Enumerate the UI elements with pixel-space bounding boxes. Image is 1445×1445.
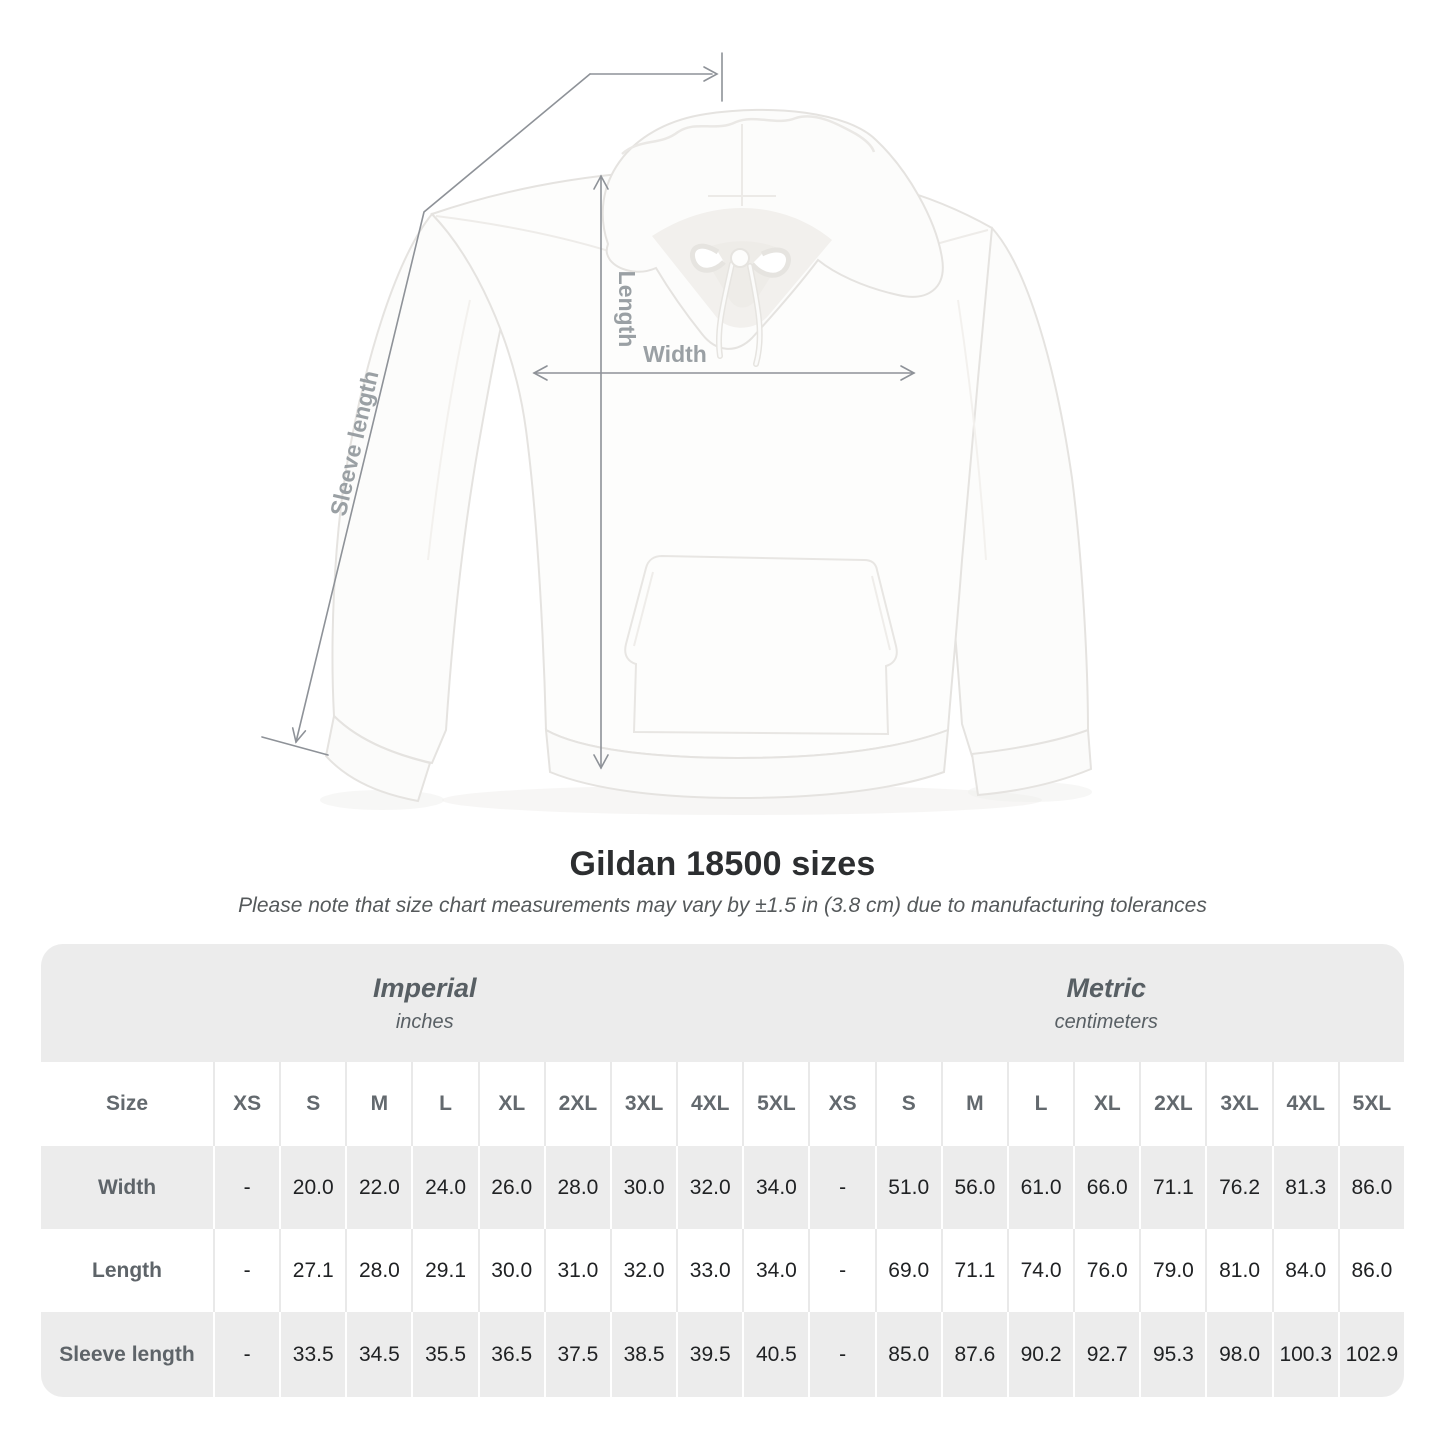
value-cell: 69.0 [875, 1229, 941, 1312]
drawstring-knot [731, 249, 749, 267]
width-label: Width [643, 341, 707, 367]
value-cell: 100.3 [1272, 1312, 1338, 1397]
value-cell: - [808, 1312, 874, 1397]
value-cell: - [808, 1229, 874, 1312]
hoodie-illustration [326, 110, 1091, 801]
size-header-cell: 2XL [1139, 1062, 1205, 1146]
kangaroo-pocket [625, 556, 897, 734]
value-cell: 71.1 [941, 1229, 1007, 1312]
value-cell: 37.5 [544, 1312, 610, 1397]
size-header-cell: 2XL [544, 1062, 610, 1146]
value-cell: 79.0 [1139, 1229, 1205, 1312]
value-cell: 56.0 [941, 1146, 1007, 1229]
sleeve-length-label: Sleeve length [324, 368, 384, 519]
left-sleeve [333, 214, 509, 763]
value-cell: 33.5 [279, 1312, 345, 1397]
value-cell: - [213, 1146, 279, 1229]
value-cell: 95.3 [1139, 1312, 1205, 1397]
value-cell: 26.0 [478, 1146, 544, 1229]
metric-section-header [809, 944, 1405, 1062]
imperial-subtitle: inches [395, 1010, 454, 1033]
value-cell: 27.1 [279, 1229, 345, 1312]
size-col-header: Size [105, 1092, 149, 1115]
size-header-cell: 4XL [676, 1062, 742, 1146]
value-cell: 74.0 [1007, 1229, 1073, 1312]
size-header-row [41, 1062, 1404, 1146]
size-header-cell: 3XL [610, 1062, 676, 1146]
size-header-cell: M [941, 1062, 1007, 1146]
size-header-cell: S [875, 1062, 941, 1146]
value-cell: 36.5 [478, 1312, 544, 1397]
value-cell: 85.0 [875, 1312, 941, 1397]
size-header-cell: 3XL [1205, 1062, 1271, 1146]
value-cell: 98.0 [1205, 1312, 1271, 1397]
page-title: Gildan 18500 sizes [569, 845, 876, 883]
unit-band-row [41, 944, 1404, 1062]
table-row-sleeve-length [41, 1312, 1404, 1397]
value-cell: 84.0 [1272, 1229, 1338, 1312]
value-cell: 28.0 [544, 1146, 610, 1229]
value-cell: 40.5 [742, 1312, 808, 1397]
value-cell: 28.0 [345, 1229, 411, 1312]
value-cell: 30.0 [610, 1146, 676, 1229]
value-cell: 32.0 [676, 1146, 742, 1229]
size-table [41, 944, 1404, 1397]
row-label: Sleeve length [59, 1342, 195, 1366]
size-header-cell: M [345, 1062, 411, 1146]
size-header-cell: XL [1073, 1062, 1139, 1146]
value-cell: 61.0 [1007, 1146, 1073, 1229]
value-cell: - [808, 1146, 874, 1229]
length-label: Length [614, 270, 640, 348]
value-cell: - [213, 1229, 279, 1312]
value-cell: 32.0 [610, 1229, 676, 1312]
size-header-cell: XL [478, 1062, 544, 1146]
value-cell: 86.0 [1338, 1146, 1404, 1229]
size-header-cell: 5XL [1338, 1062, 1404, 1146]
value-cell: 34.5 [345, 1312, 411, 1397]
value-cell: 81.3 [1272, 1146, 1338, 1229]
size-header-cell: XS [808, 1062, 874, 1146]
metric-title: Metric [1066, 972, 1147, 1003]
size-header-cell: L [411, 1062, 477, 1146]
imperial-section-header [41, 944, 809, 1062]
value-cell: 38.5 [610, 1312, 676, 1397]
value-cell: 29.1 [411, 1229, 477, 1312]
value-cell: 71.1 [1139, 1146, 1205, 1229]
value-cell: 92.7 [1073, 1312, 1139, 1397]
value-cell: 90.2 [1007, 1312, 1073, 1397]
size-header-cell: 5XL [742, 1062, 808, 1146]
value-cell: 24.0 [411, 1146, 477, 1229]
value-cell: 34.0 [742, 1229, 808, 1312]
value-cell: 39.5 [676, 1312, 742, 1397]
metric-subtitle: centimeters [1054, 1010, 1158, 1033]
value-cell: 34.0 [742, 1146, 808, 1229]
value-cell: 76.0 [1073, 1229, 1139, 1312]
page-subtitle: Please note that size chart measurements may vary by ±1.5 in (3.8 cm) due to manufacturing tolerances [238, 894, 1207, 917]
value-cell: 35.5 [411, 1312, 477, 1397]
table-row-length [41, 1229, 1404, 1312]
value-cell: 33.0 [676, 1229, 742, 1312]
value-cell: 22.0 [345, 1146, 411, 1229]
size-header-cell: 4XL [1272, 1062, 1338, 1146]
row-label: Length [92, 1258, 162, 1282]
value-cell: 81.0 [1205, 1229, 1271, 1312]
row-label: Width [97, 1175, 157, 1199]
value-cell: 51.0 [875, 1146, 941, 1229]
value-cell: 30.0 [478, 1229, 544, 1312]
value-cell: 86.0 [1338, 1229, 1404, 1312]
value-cell: 102.9 [1338, 1312, 1404, 1397]
imperial-title: Imperial [372, 972, 477, 1003]
value-cell: 20.0 [279, 1146, 345, 1229]
size-header-cell: S [279, 1062, 345, 1146]
value-cell: 76.2 [1205, 1146, 1271, 1229]
size-header-cell: L [1007, 1062, 1073, 1146]
value-cell: 31.0 [544, 1229, 610, 1312]
value-cell: 87.6 [941, 1312, 1007, 1397]
table-row-width [41, 1146, 1404, 1229]
size-header-cell: XS [213, 1062, 279, 1146]
value-cell: 66.0 [1073, 1146, 1139, 1229]
value-cell: - [213, 1312, 279, 1397]
